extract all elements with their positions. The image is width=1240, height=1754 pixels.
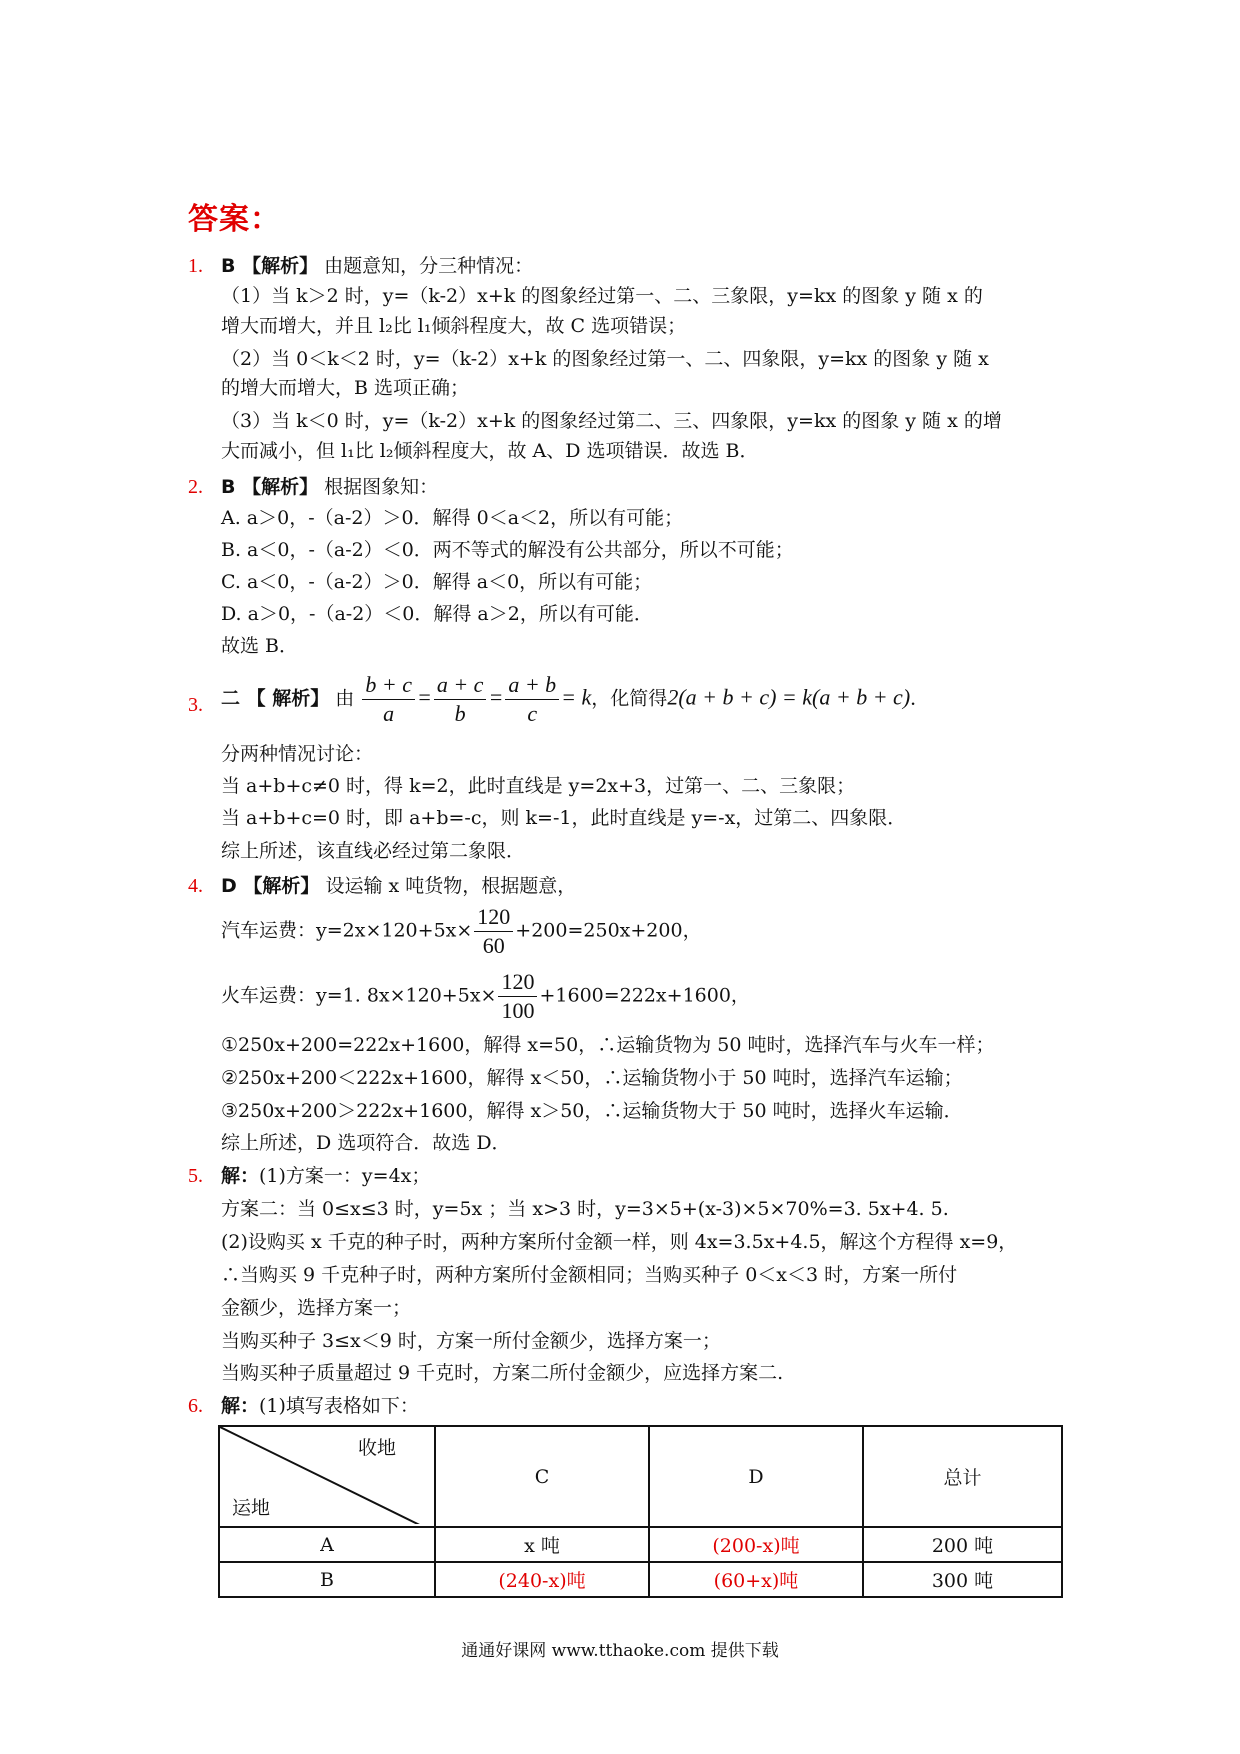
q4-car-pre: 汽车运费：y=2x×120+5x× xyxy=(221,919,473,942)
corner-label-destination: 收地 xyxy=(357,1437,396,1459)
table-row xyxy=(219,1562,1062,1597)
q1-text-1: 由题意知，分三种情况： xyxy=(324,255,534,277)
q4-train-cost xyxy=(221,968,750,1025)
page-footer: 通通好课网 www.tthaoke.com 提供下载 xyxy=(461,1641,779,1661)
q3-you: 由 xyxy=(335,687,355,710)
q5-number: 5. xyxy=(188,1165,203,1187)
q4-train-post: +1600=222x+1600， xyxy=(539,984,750,1007)
table-corner-cell xyxy=(219,1426,435,1527)
q4-answer-mark: D 【解析】 xyxy=(221,875,320,897)
q2-line-5: D. a＞0，-（a-2）＜0．解得 a＞2，所以有可能． xyxy=(221,603,653,625)
q3-f1-denominator: a xyxy=(383,701,395,726)
q3-simplified-expression: 2(a + b + c) = k(a + b + c) xyxy=(667,684,911,710)
row-a-d: (200-x)吨 xyxy=(649,1527,863,1562)
q4-line-1 xyxy=(221,872,576,900)
table-row xyxy=(219,1527,1062,1562)
q5-line-4: ∴当购买 9 千克种子时，两种方案所付金额相同；当购买种子 0＜x＜3 时，方案一所付 xyxy=(221,1264,958,1286)
q5-line-1 xyxy=(221,1162,430,1190)
q4-text-1: 设运输 x 吨货物，根据题意， xyxy=(325,875,577,897)
q3-equals-k: = k xyxy=(561,684,592,710)
q3-f2-denominator: b xyxy=(454,701,466,726)
col-header-total: 总计 xyxy=(863,1426,1062,1527)
transport-table xyxy=(218,1425,1063,1598)
row-b-label: B xyxy=(219,1562,435,1597)
q5-answer-mark: 解： xyxy=(221,1165,260,1187)
q4-train-denominator: 100 xyxy=(501,998,535,1023)
q4-line-6: ③250x+200＞222x+1600，解得 x＞50，∴运输货物大于 50 吨时，选择火车运输． xyxy=(221,1100,963,1122)
row-b-c: (240-x)吨 xyxy=(435,1562,649,1597)
q2-answer-mark: B 【解析】 xyxy=(221,476,319,498)
q2-line-2: A. a＞0，-（a-2）＞0．解得 0＜a＜2，所以有可能； xyxy=(221,507,684,529)
q2-line-4: C. a＜0，-（a-2）＞0．解得 a＜0，所以有可能； xyxy=(221,571,653,593)
row-b-d: (60+x)吨 xyxy=(649,1562,863,1597)
col-header-d: D xyxy=(649,1426,863,1527)
q5-text-1: (1)方案一：y=4x； xyxy=(259,1165,431,1187)
q1-line-6: （3）当 k＜0 时，y=（k-2）x+k 的图象经过第二、三、四象限，y=kx 的图象 y 随 x 的增 xyxy=(221,410,1002,432)
q4-line-7: 综上所述，D 选项符合．故选 D． xyxy=(221,1132,511,1154)
q1-line-3: 增大而增大，并且 l₂比 l₁倾斜程度大，故 C 选项错误； xyxy=(221,315,687,337)
q1-line-5: 的增大而增大，B 选项正确； xyxy=(221,377,470,399)
row-a-total: 200 吨 xyxy=(863,1527,1062,1562)
q4-car-post: +200=250x+200， xyxy=(515,919,702,942)
q3-fraction-1 xyxy=(362,671,415,728)
q4-line-5: ②250x+200＜222x+1600，解得 x＜50，∴运输货物小于 50 吨时，选择汽车运输； xyxy=(221,1067,963,1089)
q4-train-fraction xyxy=(498,968,537,1025)
q1-number: 1. xyxy=(188,255,203,277)
q2-line-1 xyxy=(221,473,438,501)
q3-fraction-2 xyxy=(434,671,487,728)
q4-car-fraction xyxy=(474,903,513,960)
q3-simplify-text: ，化简得 xyxy=(591,687,668,710)
q3-line-5: 综上所述，该直线必经过第二象限． xyxy=(221,840,526,862)
q3-f3-numerator: a + b xyxy=(505,671,559,700)
q1-line-2: （1）当 k＞2 时，y=（k-2）x+k 的图象经过第一、二、三象限，y=kx 的图象 y 随 x 的 xyxy=(221,285,983,307)
q6-number: 6. xyxy=(188,1395,203,1417)
q2-line-6: 故选 B． xyxy=(221,635,299,657)
corner-label-origin: 运地 xyxy=(232,1497,271,1519)
q3-fraction-3 xyxy=(505,671,559,728)
q2-number: 2. xyxy=(188,476,203,498)
q4-car-denominator: 60 xyxy=(482,933,505,958)
q4-car-cost xyxy=(221,903,702,960)
q5-line-2: 方案二：当 0≤x≤3 时，y=5x ；当 x>3 时，y=3×5+(x-3)×5×70%=3. 5x+4. 5. xyxy=(221,1198,949,1220)
q1-answer-mark: B 【解析】 xyxy=(221,255,319,277)
q4-train-pre: 火车运费：y=1. 8x×120+5x× xyxy=(221,984,497,1007)
q3-line-3: 当 a+b+c≠0 时，得 k=2，此时直线是 y=2x+3，过第一、二、三象限； xyxy=(221,775,856,797)
q3-period: ． xyxy=(910,687,930,710)
row-a-c: x 吨 xyxy=(435,1527,649,1562)
q1-line-1 xyxy=(221,252,533,280)
q1-line-7: 大而减小，但 l₁比 l₂倾斜程度大，故 A、D 选项错误．故选 B． xyxy=(221,440,759,462)
q5-line-7: 当购买种子质量超过 9 千克时，方案二所付金额少，应选择方案二. xyxy=(221,1362,784,1384)
q6-answer-mark: 解： xyxy=(221,1395,260,1417)
q3-line-4: 当 a+b+c=0 时，即 a+b=-c，则 k=-1，此时直线是 y=-x，过第二、四象限． xyxy=(221,807,907,829)
q4-line-4: ①250x+200=222x+1600，解得 x=50，∴运输货物为 50 吨时，选择汽车与火车一样； xyxy=(221,1034,995,1056)
q3-answer-mark: 二 【 解析】 xyxy=(221,687,330,710)
q2-line-3: B. a＜0，-（a-2）＜0．两不等式的解没有公共部分，所以不可能； xyxy=(221,539,794,561)
q3-f3-denominator: c xyxy=(527,701,538,726)
q6-text-1: (1)填写表格如下： xyxy=(259,1395,419,1417)
col-header-c: C xyxy=(435,1426,649,1527)
q4-train-numerator: 120 xyxy=(498,968,537,997)
q2-text-1: 根据图象知： xyxy=(324,476,439,498)
q3-f2-numerator: a + c xyxy=(434,671,487,700)
q5-line-5: 金额少，选择方案一； xyxy=(221,1297,412,1319)
answers-heading: 答案： xyxy=(188,202,281,237)
q4-number: 4. xyxy=(188,875,203,897)
q5-line-6: 当购买种子 3≤x＜9 时，方案一所付金额少，选择方案一； xyxy=(221,1330,721,1352)
row-a-label: A xyxy=(219,1527,435,1562)
q6-line-1 xyxy=(221,1392,419,1420)
q1-line-4: （2）当 0＜k＜2 时，y=（k-2）x+k 的图象经过第一、二、四象限，y=kx 的图象 y 随 x xyxy=(221,348,989,370)
table-header-row xyxy=(219,1426,1062,1527)
q3-f1-numerator: b + c xyxy=(362,671,415,700)
q5-line-3: (2)设购买 x 千克的种子时，两种方案所付金额一样，则 4x=3.5x+4.5，解这个方程得 x=9， xyxy=(221,1231,1018,1253)
q3-line-2: 分两种情况讨论： xyxy=(221,743,374,765)
q3-number: 3. xyxy=(188,694,203,716)
q3-line-1: 二 【 解析】 由 $\frac{b + c}{a}$ = $\frac{a + c}{b}$ = $\frac{a + b}{c}$ = k，化简得2(a + b + c) = k(a + b + c)． xyxy=(221,672,930,726)
q4-car-numerator: 120 xyxy=(474,903,513,932)
row-b-total: 300 吨 xyxy=(863,1562,1062,1597)
